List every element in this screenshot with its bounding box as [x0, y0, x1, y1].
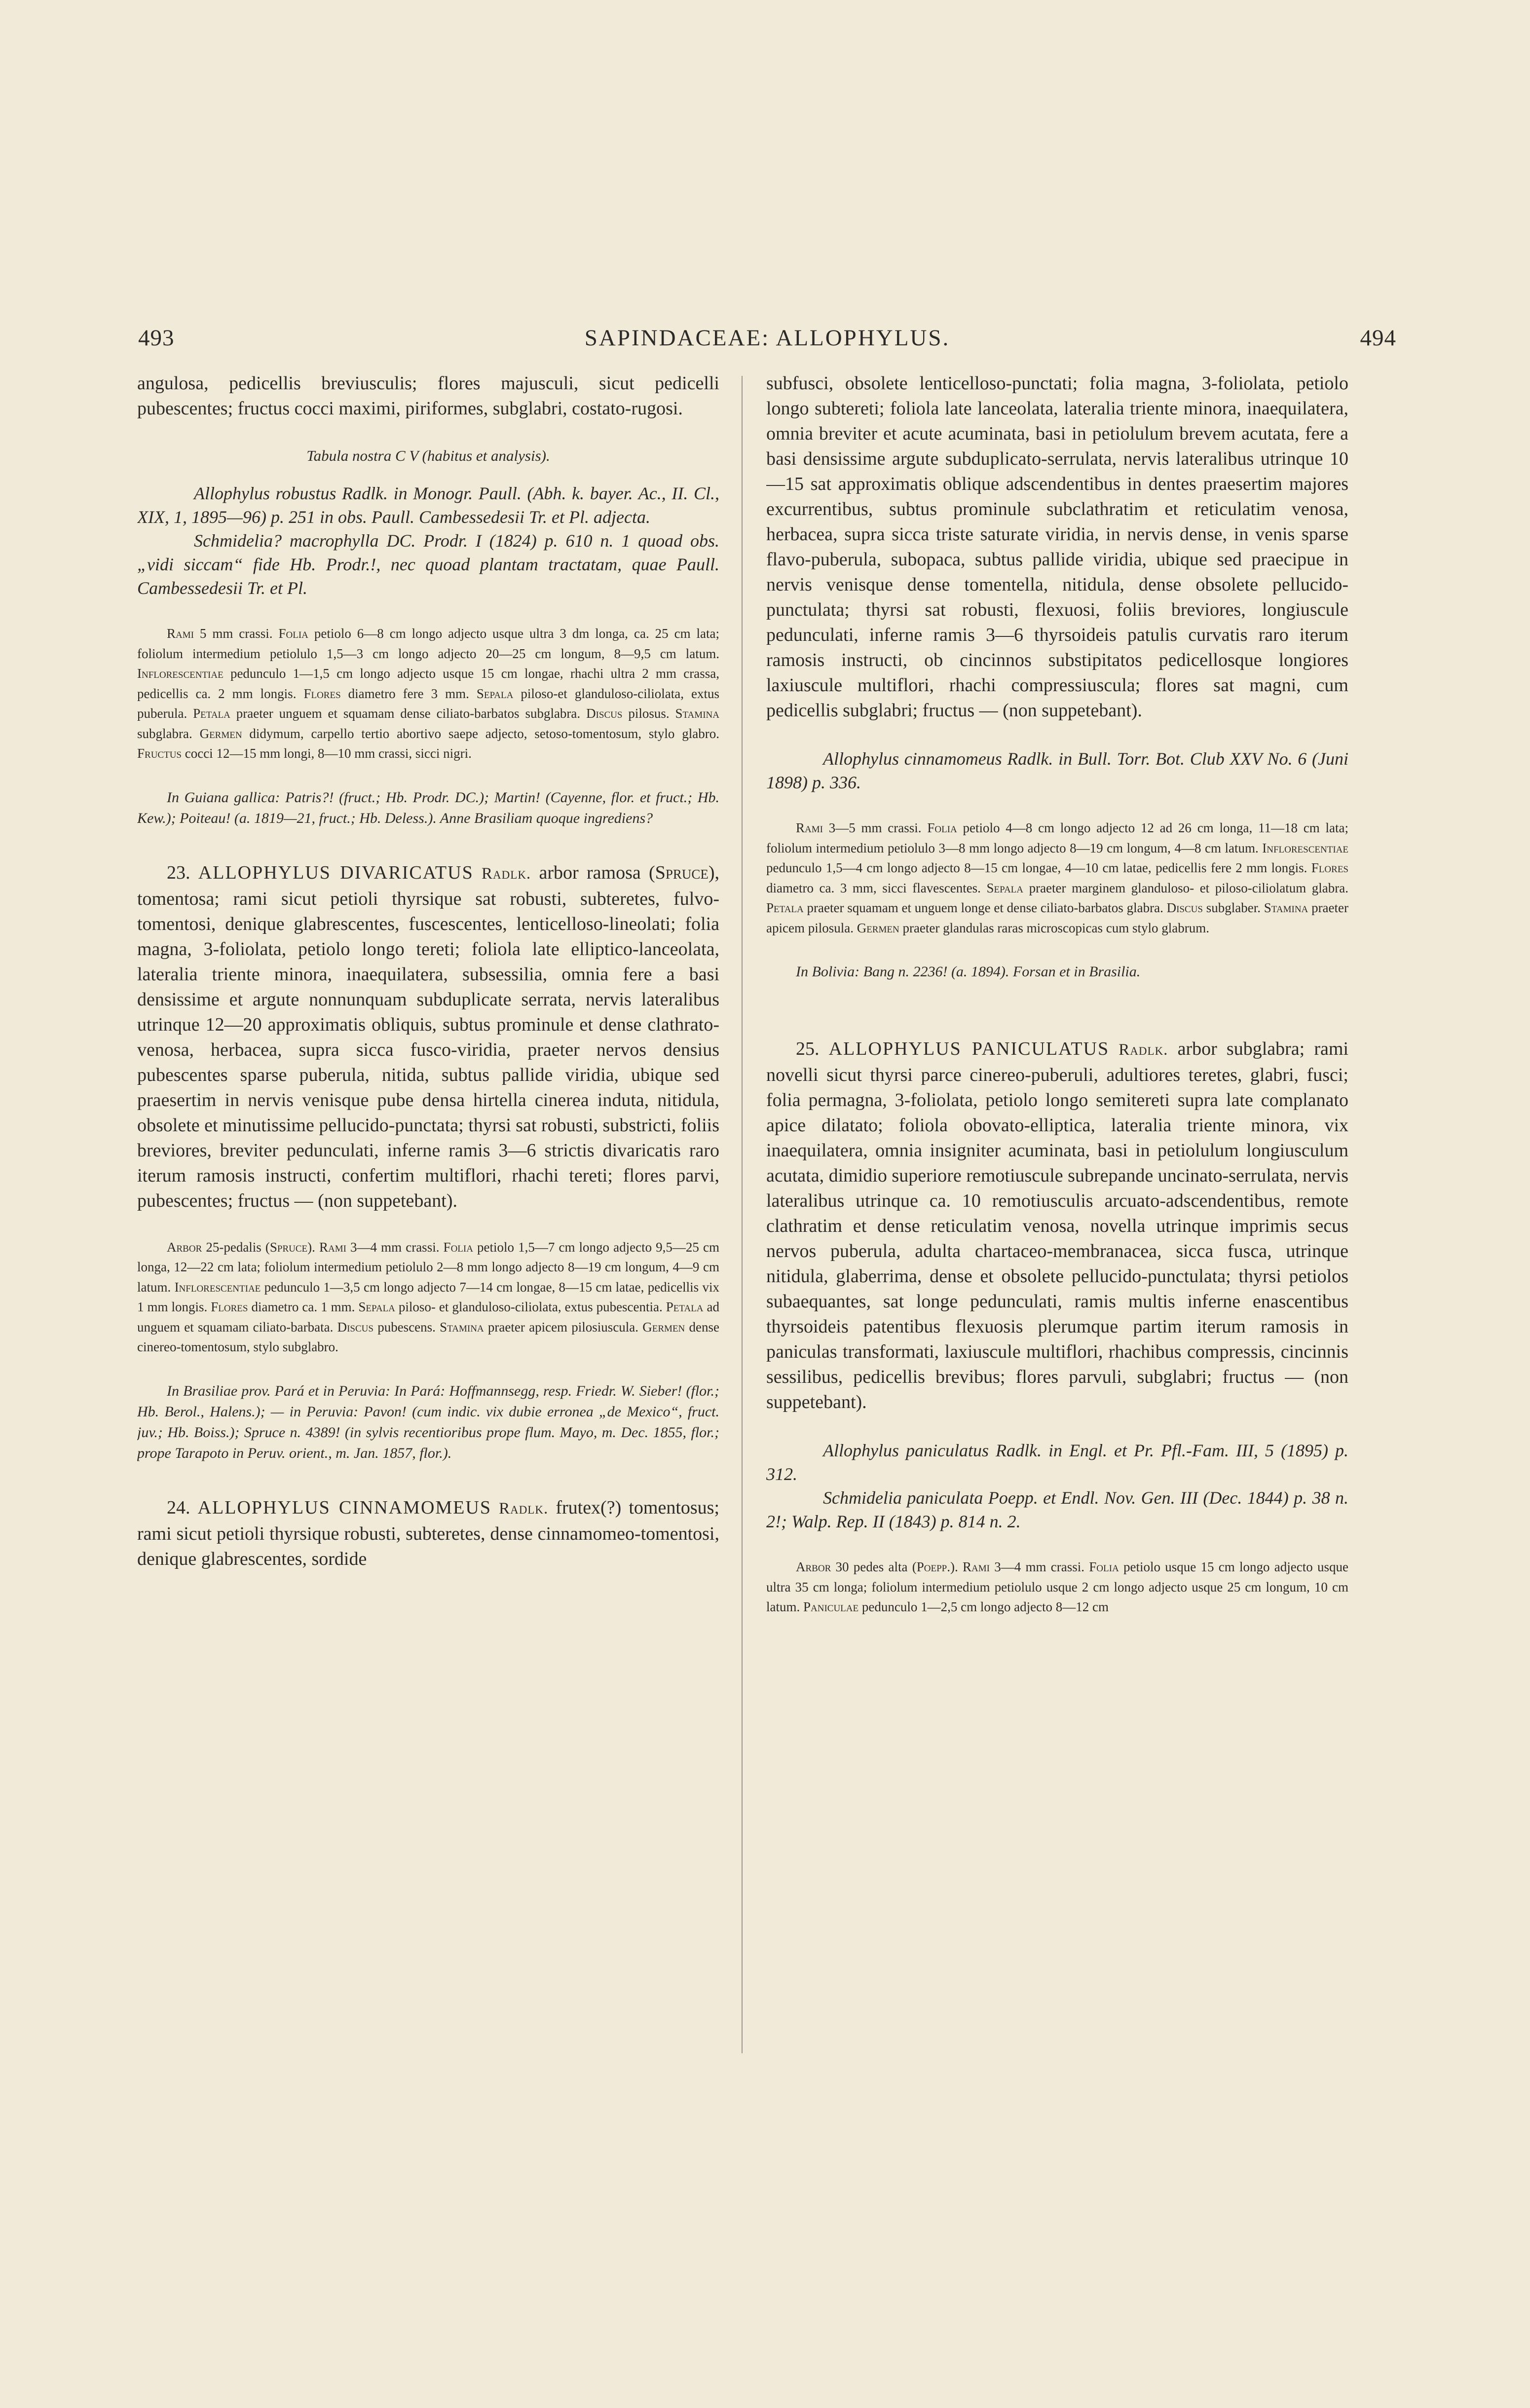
locality-note: In Guiana gallica: Patris?! (fruct.; Hb. Prodr. DC.); Martin! (Cayenne, flor. et fruct.; Hb. Kew.); Poiteau! (a. 1819—21, fruct.; Hb. Deless.). Anne Brasiliam quoque ingrediens? [137, 789, 719, 826]
column-divider [742, 376, 743, 2053]
page-number-right: 494 [1360, 325, 1396, 351]
intro-paragraph: angulosa, pedicellis breviusculis; flores majusculi, sicut pedicelli pubescentes; fructus cocci maximi, piriformes, subglabri, costato-rugosi. [137, 373, 719, 419]
measurement-description: Arbor 30 pedes alta (Poepp.). Rami 3—4 mm crassi. Folia petiolo usque 15 cm longo adjecto usque ultra 35 cm longa; foliolum intermedium petiolulo usque 2 cm longo adjecto usque 25 cm longum, 10 cm latum. Paniculae pedunculo 1—2,5 cm longo adjecto 8—12 cm [766, 1559, 1348, 1614]
left-column [137, 371, 719, 2058]
measurement-description: Arbor 25-pedalis (Spruce). Rami 3—4 mm crassi. Folia petiolo 1,5—7 cm longo adjecto 9,5—25 cm longa, 12—22 cm lata; foliolum intermedium petiolulo 2—8 mm longo adjecto 8—19 cm longum, 4—9 cm latum. Inflorescentiae pedunculo 1—3,5 cm longo adjecto 7—14 cm longae, 8—15 cm latae, pedicellis vix 1 mm longis. Flores diametro ca. 1 mm. Sepala piloso- et glanduloso-ciliolata, extus pubescentia. Petala ad unguem et squamam ciliato-barbata. Discus pubescens. Stamina praeter apicem pilosiuscula. Germen dense cinereo-tomentosum, stylo subglabro. [137, 1239, 719, 1354]
synonym-citation: Allophylus cinnamomeus Radlk. in Bull. Torr. Bot. Club XXV No. 6 (Juni 1898) p. 336. [766, 749, 1348, 792]
species-entry-23: 23. ALLOPHYLUS DIVARICATUS Radlk. arbor ramosa (Spruce), tomentosa; rami sicut petioli thyrsique sat robusti, subteretes, fulvo-tomentosi, denique glabrescentes, fuscescentes, lenticelloso-lineolati; folia magna, 3-foliolata, petiolo longo tereti; foliola late elliptico-lanceolata, lateralia triente minora, inaequilatera, subsessilia, omnia fere a basi densissime et argute nonnunquam subduplicate serrata, nervis lateralibus utrinque 12—20 approximatis obliquis, subtus prominule et dense clathrato-venosa, herbacea, supra sicca fusco-viridia, praeter nervos densius pubescentes sparse puberula, nitida, subtus pallide viridia, ubique sed praesertim in nervis venisque pube densa hirtella cinerea induta, nitidula, obsolete et minutissime pellucido-punctata; thyrsi sat robusti, substricti, foliis breviores, breviter pedunculati, inferne ramis 3—6 strictis divaricatis raro iterum ramosis instructi, confertim multiflori, rhachi tereti; flores parvi, pubescentes; fructus — (non suppetebant). [137, 862, 719, 1211]
measurement-description: Rami 3—5 mm crassi. Folia petiolo 4—8 cm longo adjecto 12 ad 26 cm longa, 11—18 cm lata; foliolum intermedium petiolulo 3—8 mm longo adjecto 8—19 cm longum, 4—8 cm latum. Inflorescentiae pedunculo 1,5—4 cm longo adjecto 8—15 cm longae, 4—10 cm latae, pedicellis fere 2 mm longis. Flores diametro ca. 3 mm, sicci flavescentes. Sepala praeter marginem glanduloso- et piloso-ciliolatum glabra. Petala praeter squamam et unguem longe et dense ciliato-barbatos glabra. Discus subglaber. Stamina praeter apicem pilosula. Germen praeter glandulas raras microscopicas cum stylo glabrum. [766, 820, 1348, 935]
right-column [766, 371, 1348, 2058]
species-entry-24: 24. ALLOPHYLUS CINNAMOMEUS Radlk. frutex(?) tomentosus; rami sicut petioli thyrsique robusti, subteretes, dense cinnamomeo-tomentosi, denique glabrescentes, sordide [137, 1497, 719, 1569]
synonym-citation: Schmidelia? macrophylla DC. Prodr. I (1824) p. 610 n. 1 quoad obs. „vidi siccam“ fide Hb. Prodr.!, nec quoad plantam tractatam, quae Paull. Cambessedesii Tr. et Pl. [137, 531, 719, 598]
page-header [138, 325, 1396, 364]
species-24-continuation: subfusci, obsolete lenticelloso-punctati; folia magna, 3-foliolata, petiolo longo subtereti; foliola late lanceolata, lateralia triente minora, inaequilatera, omnia breviter et acute acuminata, basi in petiolulum brevem acutata, fere a basi densissime argute subduplicato-serrulata, nervis lateralibus utrinque 10—15 sat approximatis oblique adscendentibus in dentes praesertim majores excurrentibus, subtus prominule subclathratim et reticulatim venosa, herbacea, supra sicca triste saturate viridia, in nervis dense, in venis sparse flavo-puberula, subopaca, subtus pallide viridia, ubique sed praecipue in nervis venisque dense tomentella, nitidula, dense obsolete pellucido-punctulata; thyrsi sat robusti, flexuosi, foliis breviores, longiuscule pedunculati, inferne ramis 3—6 thyrsoideis patulis curvatis raro iterum ramosis instructi, ob cincinnos substipitatos pedicellosque longiores laxiuscule multiflori, rhachi compressiuscula; flores sat magni, cum pedicellis subglabri; fructus — (non suppetebant). [766, 373, 1348, 721]
running-title: SAPINDACEAE: ALLOPHYLUS. [584, 325, 950, 351]
locality-note: In Brasiliae prov. Pará et in Peruvia: In Pará: Hoffmannsegg, resp. Friedr. W. Sieber! (flor.; Hb. Berol., Halens.); — in Peruvia: Pavon! (cum indic. vix dubie erronea „de Mexico“, fruct. juv.; Hb. Boiss.); Spruce n. 4389! (in sylvis recentioribus prope flum. Mayo, m. Dec. 1855, flor.; prope Tarapoto in Peruv. orient., m. Jan. 1857, flor.). [137, 1382, 719, 1461]
plate-caption: Tabula nostra C V (habitus et analysis). [306, 447, 550, 464]
synonym-citation: Schmidelia paniculata Poepp. et Endl. Nov. Gen. III (Dec. 1844) p. 38 n. 2!; Walp. Rep. II (1843) p. 814 n. 2. [766, 1488, 1348, 1531]
synonym-citation: Allophylus paniculatus Radlk. in Engl. et Pr. Pfl.-Fam. III, 5 (1895) p. 312. [766, 1441, 1348, 1484]
measurement-description: Rami 5 mm crassi. Folia petiolo 6—8 cm longo adjecto usque ultra 3 dm longa, ca. 25 cm lata; foliolum intermedium petiolulo 1,5—3 cm longo adjecto 20—25 cm longum, 8—9,5 cm latum. Inflorescentiae pedunculo 1—1,5 cm longo adjecto usque 15 cm longae, rhachi ultra 2 mm crassa, pedicellis ca. 2 mm longis. Flores diametro fere 3 mm. Sepala piloso-et glanduloso-ciliolata, extus puberula. Petala praeter unguem et squamam dense ciliato-barbatos subglabra. Discus pilosus. Stamina subglabra. Germen didymum, carpello tertio abortivo saepe adjecto, setoso-tomentosum, stylo glabro. Fructus cocci 12—15 mm longi, 8—10 mm crassi, sicci nigri. [137, 626, 719, 761]
synonym-citation: Allophylus robustus Radlk. in Monogr. Paull. (Abh. k. bayer. Ac., II. Cl., XIX, 1, 1895—96) p. 251 in obs. Paull. Cambessedesii Tr. et Pl. adjecta. [137, 483, 719, 527]
page-number-left: 493 [138, 325, 175, 351]
species-entry-25: 25. ALLOPHYLUS PANICULATUS Radlk. arbor subglabra; rami novelli sicut thyrsi parce cinereo-puberuli, adultiores teretes, glabri, fusci; folia permagna, 3-foliolata, petiolo longo semitereti supra late complanato apice dilatato; foliola obovato-elliptica, lateralia triente minora, vix inaequilatera, omnia insigniter acuminata, basi in petiolulum longiusculum acutata, dimidio superiore remotiuscule subrepande uncinato-serrulata, nervis lateralibus utrinque ca. 10 remotiusculis arcuato-adscendentibus, remote clathratim et dense reticulatim venosa, novella utrinque imprimis secus nervos puberula, adulta chartaceo-membranacea, sicca fusca, utrinque nitidula, glaberrima, dense et obsolete pellucido-punctulata; thyrsi petiolos subaequantes, sat longe pedunculati, ramis multis inferne enascentibus thyrsoideis patentibus flexuosis plerumque partim iterum ramosis in paniculas transformati, laxiuscule multiflori, rhachibus compressis, cincinnis sessilibus, pedicellis brevibus; flores parvuli, subglabri; fructus — (non suppetebant). [766, 1038, 1348, 1412]
locality-note: In Bolivia: Bang n. 2236! (a. 1894). Forsan et in Brasilia. [796, 963, 1141, 980]
